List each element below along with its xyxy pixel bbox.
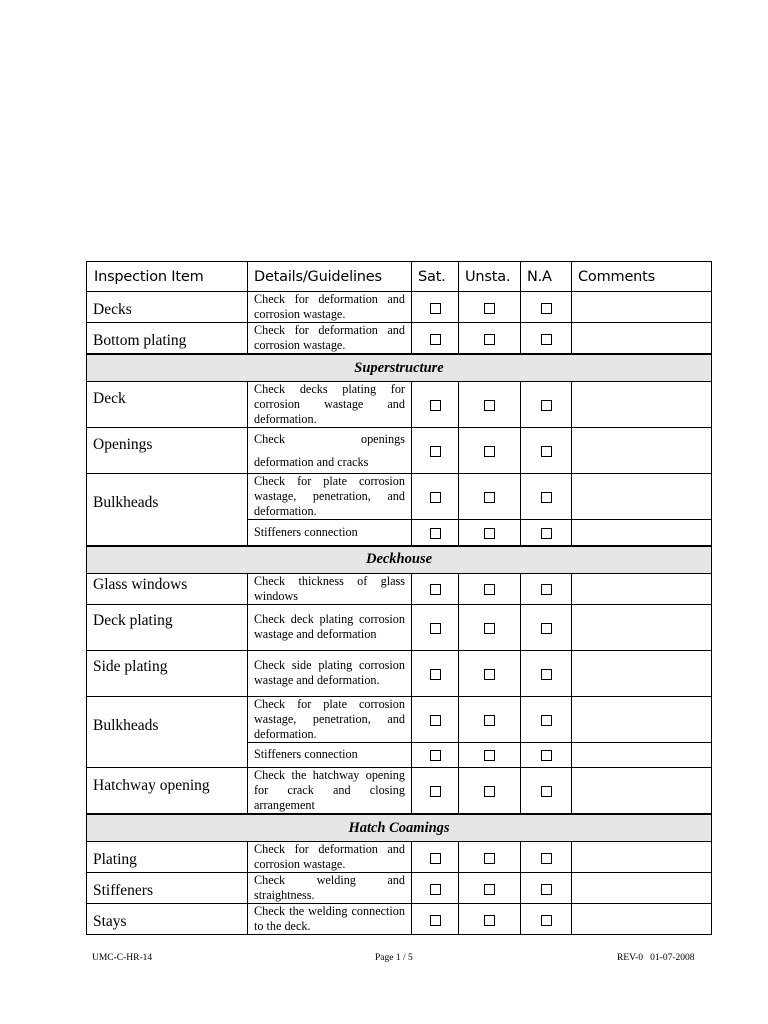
na-checkbox[interactable] — [541, 528, 552, 539]
unsta-cell[interactable] — [459, 904, 521, 935]
inspection-item-text: Bulkheads — [93, 494, 159, 512]
inspection-item-text: Glass windows — [93, 575, 188, 593]
na-cell[interactable] — [521, 520, 572, 546]
na-checkbox[interactable] — [541, 786, 552, 797]
sat-cell[interactable] — [412, 742, 459, 767]
table-row — [87, 904, 712, 935]
unsta-cell[interactable] — [459, 428, 521, 474]
sat-cell[interactable] — [412, 573, 459, 604]
guideline-text: Check the hatchway opening for crack and closing arrangement — [248, 767, 412, 814]
sat-cell[interactable] — [412, 842, 459, 873]
sat-checkbox[interactable] — [430, 528, 441, 539]
table-row — [87, 696, 712, 742]
guideline-text: Check deck plating corrosion wastage and deformation — [248, 604, 412, 650]
inspection-item-label — [87, 428, 248, 474]
na-checkbox[interactable] — [541, 623, 552, 634]
na-checkbox[interactable] — [541, 884, 552, 895]
table-row — [87, 382, 712, 428]
unsta-cell[interactable] — [459, 767, 521, 814]
na-checkbox[interactable] — [541, 334, 552, 345]
table-row — [87, 573, 712, 604]
guideline-text: Check for plate corrosion wastage, penetration, and deformation. — [248, 696, 412, 742]
unsta-checkbox[interactable] — [484, 623, 495, 634]
sat-checkbox[interactable] — [430, 786, 441, 797]
header-unsta: Unsta. — [459, 262, 521, 292]
sat-cell[interactable] — [412, 382, 459, 428]
inspection-item-text: Hatchway opening — [93, 777, 210, 795]
na-cell[interactable] — [521, 842, 572, 873]
unsta-checkbox[interactable] — [484, 715, 495, 726]
unsta-cell[interactable] — [459, 650, 521, 696]
table-row — [87, 428, 712, 474]
unsta-checkbox[interactable] — [484, 884, 495, 895]
header-comments: Comments — [572, 262, 712, 292]
inspection-item-label — [87, 573, 248, 604]
table-row — [87, 292, 712, 323]
inspection-item-label — [87, 650, 248, 696]
na-cell[interactable] — [521, 323, 572, 355]
sat-cell[interactable] — [412, 292, 459, 323]
inspection-item-text: Bulkheads — [93, 716, 159, 734]
comments-cell[interactable] — [572, 604, 712, 650]
inspection-item-label — [87, 292, 248, 323]
section-row — [87, 354, 712, 382]
guideline-text — [248, 428, 412, 474]
table-row — [87, 474, 712, 520]
comments-cell[interactable] — [572, 842, 712, 873]
inspection-item-label — [87, 873, 248, 904]
comments-cell[interactable] — [572, 767, 712, 814]
unsta-cell[interactable] — [459, 520, 521, 546]
unsta-checkbox[interactable] — [484, 750, 495, 761]
section-row — [87, 546, 712, 574]
table-header-row — [87, 262, 712, 292]
sat-checkbox[interactable] — [430, 400, 441, 411]
comments-cell[interactable] — [572, 742, 712, 767]
na-checkbox[interactable] — [541, 915, 552, 926]
na-checkbox[interactable] — [541, 750, 552, 761]
na-checkbox[interactable] — [541, 492, 552, 503]
unsta-cell[interactable] — [459, 604, 521, 650]
inspection-item-text: Openings — [93, 435, 153, 453]
comments-cell[interactable] — [572, 474, 712, 520]
header-details: Details/Guidelines — [248, 262, 412, 292]
sat-checkbox[interactable] — [430, 334, 441, 345]
comments-cell[interactable] — [572, 428, 712, 474]
inspection-item-text: Side plating — [93, 658, 168, 675]
na-checkbox[interactable] — [541, 303, 552, 314]
sat-cell[interactable] — [412, 520, 459, 546]
na-checkbox[interactable] — [541, 446, 552, 457]
inspection-item-label — [87, 382, 248, 428]
header-na: N.A — [521, 262, 572, 292]
unsta-checkbox[interactable] — [484, 786, 495, 797]
unsta-checkbox[interactable] — [484, 584, 495, 595]
unsta-cell[interactable] — [459, 573, 521, 604]
sat-cell[interactable] — [412, 428, 459, 474]
unsta-cell[interactable] — [459, 842, 521, 873]
na-cell[interactable] — [521, 650, 572, 696]
na-checkbox[interactable] — [541, 669, 552, 680]
header-sat: Sat. — [412, 262, 459, 292]
sat-checkbox[interactable] — [430, 446, 441, 457]
sat-cell[interactable] — [412, 767, 459, 814]
na-cell[interactable] — [521, 428, 572, 474]
inspection-item-text: Stays — [93, 913, 127, 930]
footer-page-number: Page 1 / 5 — [375, 953, 413, 963]
sat-checkbox[interactable] — [430, 715, 441, 726]
table-row — [87, 873, 712, 904]
unsta-checkbox[interactable] — [484, 492, 495, 503]
comments-cell[interactable] — [572, 292, 712, 323]
comments-cell[interactable] — [572, 382, 712, 428]
inspection-item-label — [87, 323, 248, 355]
footer-doc-code: UMC-C-HR-14 — [92, 953, 153, 963]
table-row — [87, 767, 712, 814]
sat-checkbox[interactable] — [430, 750, 441, 761]
section-title: Superstructure — [87, 354, 712, 382]
unsta-cell[interactable] — [459, 474, 521, 520]
unsta-cell[interactable] — [459, 873, 521, 904]
guideline-text: Check thickness of glass windows — [248, 573, 412, 604]
sat-cell[interactable] — [412, 474, 459, 520]
unsta-checkbox[interactable] — [484, 915, 495, 926]
sat-cell[interactable] — [412, 873, 459, 904]
na-cell[interactable] — [521, 696, 572, 742]
inspection-item-text: Plating — [93, 851, 137, 868]
inspection-item-text: Bottom plating — [93, 332, 187, 349]
unsta-checkbox[interactable] — [484, 400, 495, 411]
guideline-text: Check for plate corrosion wastage, penetration, and deformation. — [248, 474, 412, 520]
na-checkbox[interactable] — [541, 400, 552, 411]
unsta-checkbox[interactable] — [484, 528, 495, 539]
section-title: Deckhouse — [87, 546, 712, 574]
sat-checkbox[interactable] — [430, 915, 441, 926]
table-row — [87, 604, 712, 650]
na-checkbox[interactable] — [541, 853, 552, 864]
sat-cell[interactable] — [412, 604, 459, 650]
na-cell[interactable] — [521, 742, 572, 767]
unsta-cell[interactable] — [459, 292, 521, 323]
sat-checkbox[interactable] — [430, 884, 441, 895]
na-cell[interactable] — [521, 904, 572, 935]
na-cell[interactable] — [521, 474, 572, 520]
comments-cell[interactable] — [572, 696, 712, 742]
section-title: Hatch Coamings — [87, 814, 712, 842]
guideline-line-2: deformation and cracks — [254, 454, 369, 469]
comments-cell[interactable] — [572, 323, 712, 355]
na-cell[interactable] — [521, 382, 572, 428]
unsta-cell[interactable] — [459, 323, 521, 355]
inspection-checklist-table — [86, 261, 712, 935]
na-cell[interactable] — [521, 292, 572, 323]
sat-cell[interactable] — [412, 650, 459, 696]
na-checkbox[interactable] — [541, 715, 552, 726]
inspection-item-label — [87, 696, 248, 767]
inspection-item-text: Decks — [93, 301, 132, 318]
guideline-line-1: Check openings — [254, 431, 405, 446]
guideline-text: Check the welding connection to the deck. — [248, 904, 412, 935]
guideline-text: Stiffeners connection — [248, 742, 412, 767]
sat-checkbox[interactable] — [430, 623, 441, 634]
guideline-text: Check welding and straightness. — [248, 873, 412, 904]
comments-cell[interactable] — [572, 520, 712, 546]
na-checkbox[interactable] — [541, 584, 552, 595]
sat-checkbox[interactable] — [430, 584, 441, 595]
table-row — [87, 842, 712, 873]
sat-cell[interactable] — [412, 323, 459, 355]
unsta-cell[interactable] — [459, 382, 521, 428]
guideline-text: Check for deformation and corrosion wastage. — [248, 292, 412, 323]
inspection-item-text: Stiffeners — [93, 882, 153, 899]
unsta-checkbox[interactable] — [484, 446, 495, 457]
table-row — [87, 650, 712, 696]
na-cell[interactable] — [521, 573, 572, 604]
sat-cell[interactable] — [412, 904, 459, 935]
na-cell[interactable] — [521, 873, 572, 904]
unsta-checkbox[interactable] — [484, 303, 495, 314]
inspection-item-text: Deck — [93, 389, 126, 407]
guideline-text: Check side plating corrosion wastage and deformation. — [248, 650, 412, 696]
unsta-checkbox[interactable] — [484, 853, 495, 864]
guideline-text: Check for deformation and corrosion wastage. — [248, 842, 412, 873]
na-cell[interactable] — [521, 767, 572, 814]
section-row — [87, 814, 712, 842]
inspection-item-label — [87, 767, 248, 814]
guideline-text: Stiffeners connection — [248, 520, 412, 546]
comments-cell[interactable] — [572, 573, 712, 604]
table-row — [87, 323, 712, 355]
inspection-item-label — [87, 474, 248, 546]
comments-cell[interactable] — [572, 873, 712, 904]
footer-revision: REV-0 01-07-2008 — [617, 953, 695, 963]
inspection-item-label — [87, 842, 248, 873]
unsta-cell[interactable] — [459, 742, 521, 767]
sat-checkbox[interactable] — [430, 492, 441, 503]
inspection-item-text: Deck plating — [93, 612, 173, 629]
sat-cell[interactable] — [412, 696, 459, 742]
comments-cell[interactable] — [572, 650, 712, 696]
unsta-cell[interactable] — [459, 696, 521, 742]
inspection-item-label — [87, 904, 248, 935]
unsta-checkbox[interactable] — [484, 334, 495, 345]
inspection-item-label — [87, 604, 248, 650]
na-cell[interactable] — [521, 604, 572, 650]
guideline-text: Check decks plating for corrosion wastage and deformation. — [248, 382, 412, 428]
sat-checkbox[interactable] — [430, 853, 441, 864]
sat-checkbox[interactable] — [430, 669, 441, 680]
comments-cell[interactable] — [572, 904, 712, 935]
guideline-text: Check for deformation and corrosion wastage. — [248, 323, 412, 355]
header-inspection-item: Inspection Item — [87, 262, 248, 292]
sat-checkbox[interactable] — [430, 303, 441, 314]
unsta-checkbox[interactable] — [484, 669, 495, 680]
